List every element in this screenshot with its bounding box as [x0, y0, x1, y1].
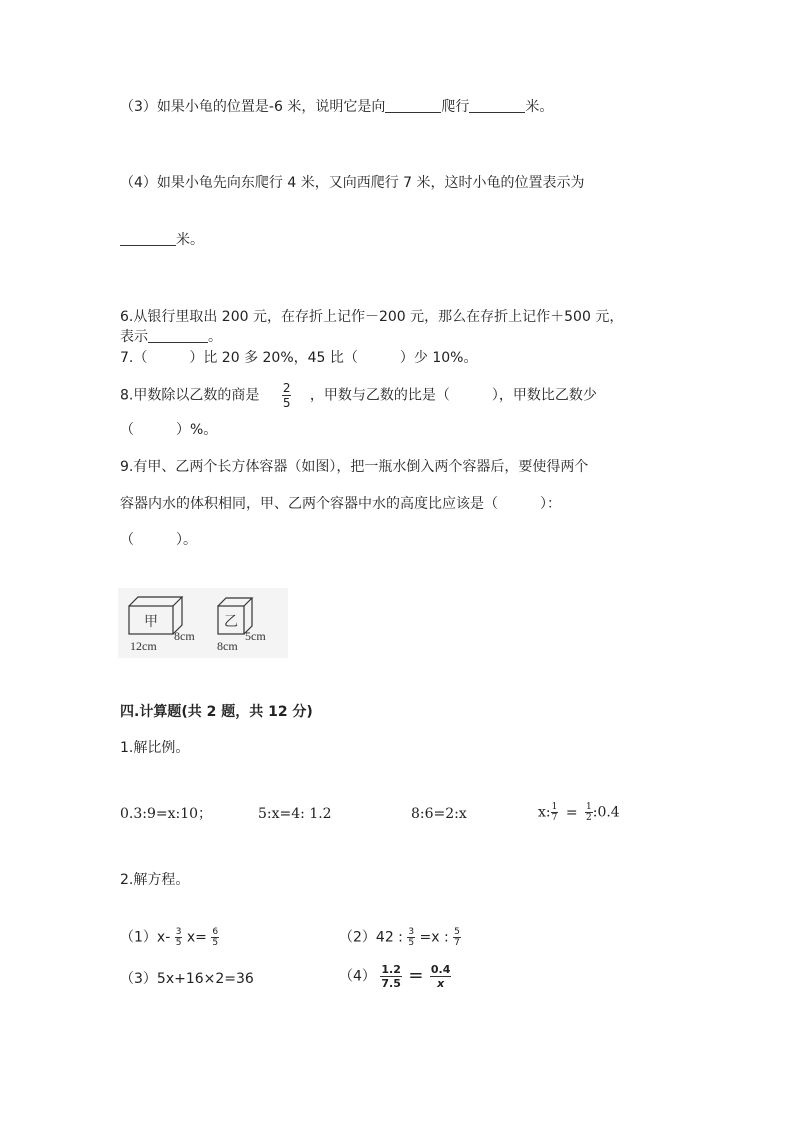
section-4-title: 四.计算题(共 2 题，共 12 分): [120, 704, 313, 720]
question-8-line-1: 8.甲数除以乙数的商是 $\frac{2}{5}$ ，甲数与乙数的比是（ ），甲数比乙数少: [120, 381, 597, 410]
container-yi-height: 5cm: [245, 629, 266, 643]
question-3: （3）如果小龟的位置是-6 米，说明它是向 爬行 米。: [120, 99, 554, 115]
equation-4: （4） $\frac{1.2}{7.5}$ = $\frac{0.4}{x}$: [339, 963, 451, 990]
container-jia-height: 8cm: [174, 629, 195, 643]
question-4-line-1: （4）如果小龟先向东爬行 4 米，又向西爬行 7 米，这时小龟的位置表示为: [120, 175, 585, 191]
container-jia-width: 12cm: [130, 639, 157, 653]
equation-1: （1）x- $\frac{3}{5}$ x= $\frac{6}{5}$: [120, 927, 219, 948]
answer-blank[interactable]: [385, 98, 441, 113]
fraction-six-fifths: $\frac{6}{5}$: [212, 927, 219, 948]
fraction-0-4-over-x: $\frac{0.4}{x}$: [430, 963, 451, 990]
fraction-three-fifths: $\frac{3}{5}$: [175, 927, 182, 948]
equation-3: （3）5x+16×2=36: [120, 971, 254, 987]
containers-figure: [118, 588, 288, 658]
fraction-two-fifths: $\frac{2}{5}$: [282, 381, 291, 410]
container-yi-width: 8cm: [217, 639, 238, 653]
question-8-line-2: （ ）%。: [120, 422, 218, 438]
proportion-b: 5:x=4: 1.2: [258, 806, 332, 822]
question-9-line-1: 9.有甲、乙两个长方体容器（如图），把一瓶水倒入两个容器后，要使得两个: [120, 459, 589, 475]
containers-drawing: [118, 588, 288, 658]
proportion-d: x: $\frac{1}{7}$ = $\frac{1}{2}$ :0.4: [538, 802, 620, 823]
question-9-line-3: （ ）。: [120, 532, 197, 548]
question-7: 7.（ ）比 20 多 20%，45 比（ ）少 10%。: [120, 350, 478, 366]
fraction-five-sevenths: $\frac{5}{7}$: [454, 927, 460, 948]
container-jia-label: 甲: [144, 615, 158, 630]
proportion-a: 0.3:9=x:10；: [120, 806, 213, 822]
question-6-line-1: 6.从银行里取出 200 元，在存折上记作－200 元，那么在存折上记作＋500 元，: [120, 309, 624, 325]
proportion-c: 8:6=2:x: [411, 806, 467, 822]
calc-1-title: 1.解比例。: [120, 740, 190, 756]
answer-blank[interactable]: [469, 98, 525, 113]
fraction-1-2-over-7-5: $\frac{1.2}{7.5}$: [381, 963, 401, 990]
question-4-line-2: 米。: [120, 230, 204, 250]
container-yi-label: 乙: [224, 615, 238, 630]
calc-2-title: 2.解方程。: [120, 872, 190, 888]
question-6-line-2: 表示 。: [120, 329, 222, 345]
answer-blank[interactable]: [120, 231, 176, 246]
equation-2: （2）42 : $\frac{3}{5}$ =x : $\frac{5}{7}$: [339, 927, 460, 948]
fraction-one-seventh: $\frac{1}{7}$: [551, 802, 558, 823]
question-9-line-2: 容器内水的体积相同，甲、乙两个容器中水的高度比应该是（ ）：: [120, 496, 561, 512]
fraction-three-fifths: $\frac{3}{5}$: [408, 927, 415, 948]
answer-blank[interactable]: [148, 328, 208, 343]
fraction-one-half: $\frac{1}{2}$: [586, 802, 592, 823]
